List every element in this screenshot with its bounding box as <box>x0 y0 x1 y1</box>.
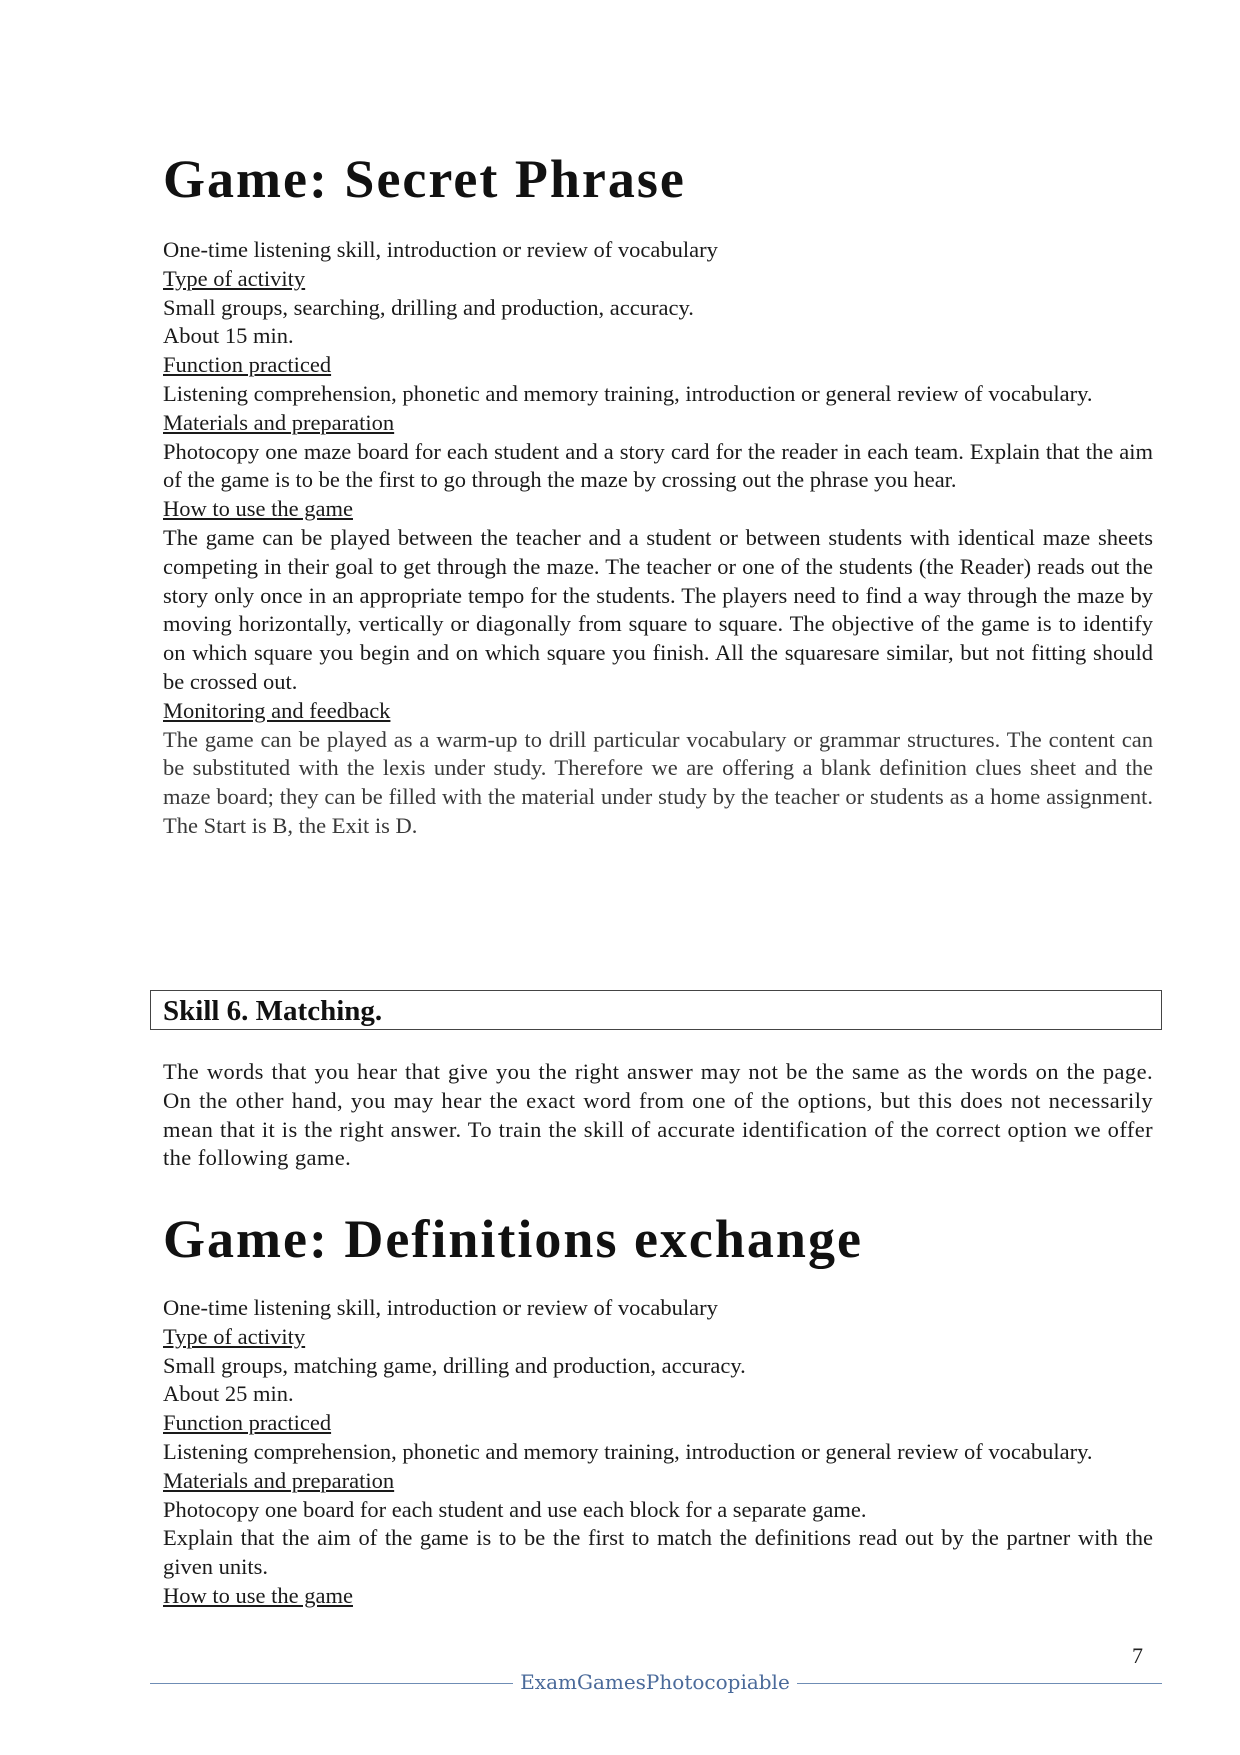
function-text: Listening comprehension, phonetic and memory training, introduction or general review of vocabulary. <box>163 380 1093 406</box>
skill-text: The words that you hear that give you the right answer may not be the same as the words on the page. On the other hand, you may hear the exact word from one of the options, but this does not necessarily mean that it is the right answer. To train the skill of accurate identification of the correct option we offer the following game. <box>163 1059 1153 1171</box>
materials-text-1: Photocopy one board for each student and use each block for a separate game. <box>163 1496 867 1522</box>
howto-heading: How to use the game <box>163 496 353 522</box>
footer-rule-right <box>797 1683 1162 1684</box>
type-heading: Type of activity <box>163 265 306 291</box>
monitoring-text: The game can be played as a warm-up to drill particular vocabulary or grammar structures. The content can be substituted with the lexis under study. Therefore we are offering a blank definition clues sheet and the maze board; they can be filled with the material under study by the teacher or students as a home assignment. The Start is B, the Exit is D. <box>163 726 1153 838</box>
type-text: Small groups, searching, drilling and production, accuracy. <box>163 294 694 320</box>
materials-heading: Materials and preparation <box>163 1467 395 1493</box>
materials-text-2: Explain that the aim of the game is to be the first to match the definitions read out by the partner with the given units. <box>163 1525 1153 1580</box>
function-text: Listening comprehension, phonetic and memory training, introduction or general review of vocabulary. <box>163 1438 1093 1464</box>
monitoring-heading: Monitoring and feedback <box>163 697 391 723</box>
skill-description <box>163 1058 1153 1173</box>
skill-heading-box <box>150 990 1162 1030</box>
type-text: Small groups, matching game, drilling and production, accuracy. <box>163 1352 746 1378</box>
game-definitions-section <box>163 1294 1153 1611</box>
materials-heading: Materials and preparation <box>163 409 395 435</box>
function-heading: Function practiced <box>163 352 332 378</box>
intro-text: One-time listening skill, introduction or review of vocabulary <box>163 237 718 262</box>
type-heading: Type of activity <box>163 1323 306 1349</box>
function-heading: Function practiced <box>163 1410 332 1436</box>
howto-heading: How to use the game <box>163 1582 353 1608</box>
game-title-secret-phrase: Game: Secret Phrase <box>163 149 686 209</box>
duration-text: About 15 min. <box>163 323 294 349</box>
footer-text: ExamGamesPhotocopiable <box>520 1670 790 1694</box>
game-secret-phrase-section <box>163 236 1153 841</box>
game-title-definitions-exchange: Game: Definitions exchange <box>163 1209 863 1269</box>
howto-text: The game can be played between the teacher and a student or between students with identical maze sheets competing in their goal to get through the maze. The teacher or one of the students (the Reader) reads out the story only once in an appropriate tempo for the students. The players need to find a way through the maze by moving horizontally, vertically or diagonally from square to square. The objective of the game is to identify on which square you begin and on which square you finish. All the squaresare similar, but not fitting should be crossed out. <box>163 524 1153 694</box>
intro-text: One-time listening skill, introduction or review of vocabulary <box>163 1295 718 1320</box>
skill-title: Skill 6. Matching. <box>163 995 383 1027</box>
footer-rule-left <box>150 1683 513 1684</box>
materials-text: Photocopy one maze board for each student and a story card for the reader in each team. Explain that the aim of the game is to be the first to go through the maze by crossing out the phrase you hear. <box>163 438 1153 493</box>
duration-text: About 25 min. <box>163 1381 294 1407</box>
page-number: 7 <box>1132 1643 1143 1668</box>
